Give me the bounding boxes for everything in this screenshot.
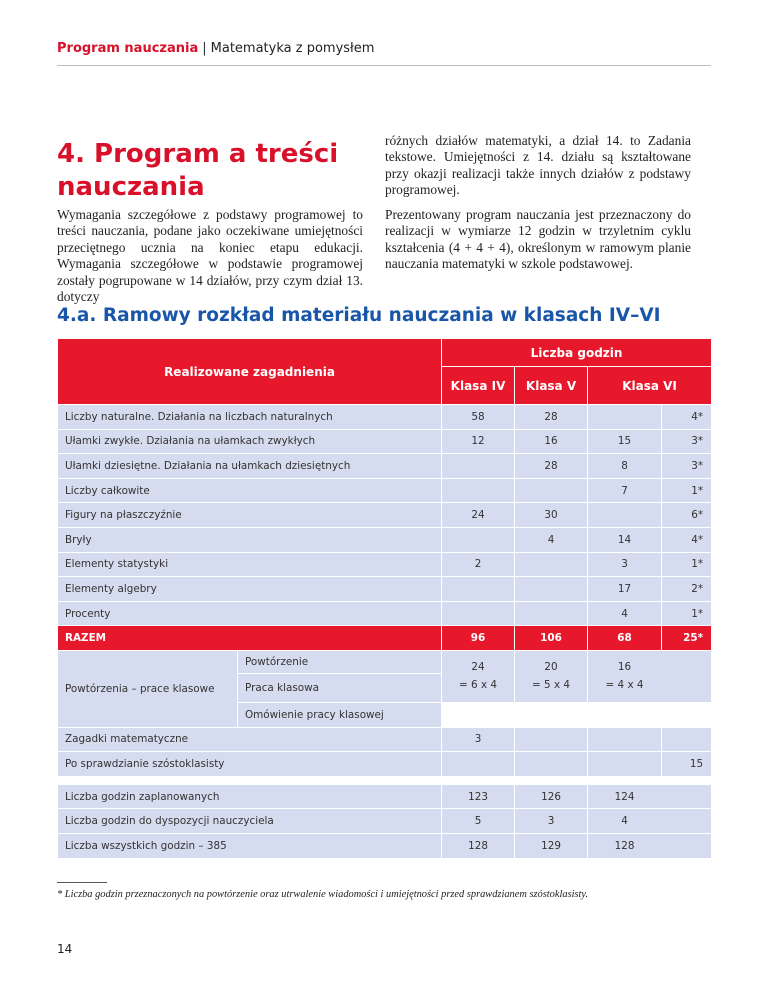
cell-v: 30 [515, 503, 588, 528]
review-v [515, 650, 588, 702]
table-row [58, 429, 712, 454]
row-label: Bryły [58, 527, 442, 552]
cell-v: 4 [515, 527, 588, 552]
table-spacer [58, 776, 712, 784]
cell-vi [588, 405, 662, 430]
cell-iv [442, 752, 515, 777]
table-row [58, 577, 712, 602]
header-separator: | [202, 41, 207, 56]
cell-vi: 15 [588, 429, 662, 454]
review-vi-formula: = 4 x 4 [605, 679, 644, 692]
cell-vi: 4 [588, 809, 712, 834]
review-sub-label: Praca klasowa [238, 673, 442, 702]
table-row [58, 454, 712, 479]
header-hours: Liczba godzin [442, 339, 712, 367]
row-label: Liczby całkowite [58, 478, 442, 503]
cell-vi: 7 [588, 478, 662, 503]
cell-iv [442, 577, 515, 602]
cell-iv: 2 [442, 552, 515, 577]
row-label: Zagadki matematyczne [58, 727, 442, 752]
header-topics: Realizowane zagadnienia [58, 339, 442, 405]
cell-v [515, 552, 588, 577]
cell-vi: 124 [588, 784, 712, 809]
running-header [57, 40, 711, 58]
review-v-formula: = 5 x 4 [532, 679, 571, 692]
cell-v: 28 [515, 454, 588, 479]
review-sub-label: Omówienie pracy klasowej [238, 702, 442, 727]
cell-vi-review: 2* [662, 577, 712, 602]
row-label: Figury na płaszczyźnie [58, 503, 442, 528]
cell-iv [442, 527, 515, 552]
row-label: Elementy algebry [58, 577, 442, 602]
row-label: Liczba wszystkich godzin – 385 [58, 833, 442, 858]
cell-vi-review: 1* [662, 601, 712, 626]
summary-row [58, 833, 712, 858]
cell-iv: 128 [442, 833, 515, 858]
paragraph-3: Prezentowany program nauczania jest przeznaczony do realizacji w wymiarze 12 godzin w trzyletnim cyklu kształcenia (4 + 4 + 4), określonym w ramowym planie nauczania matematyki w szkole podstawowej. [385, 207, 691, 272]
cell-vi: 3 [588, 552, 662, 577]
table-row [58, 527, 712, 552]
cell-v [515, 702, 588, 727]
cell-iv [442, 454, 515, 479]
cell-iv: 3 [442, 727, 515, 752]
review-v-value: 20 [544, 661, 558, 674]
row-label: Elementy statystyki [58, 552, 442, 577]
cell-vi-review: 4* [662, 405, 712, 430]
cell-vi [588, 752, 662, 777]
row-label: Ułamki zwykłe. Działania na ułamkach zwykłych [58, 429, 442, 454]
chapter-title: 4. Program a treści nauczania [57, 139, 339, 202]
cell-iv: 24 [442, 503, 515, 528]
table-row [58, 727, 712, 752]
footnote-divider [57, 882, 107, 883]
row-label: Liczba godzin zaplanowanych [58, 784, 442, 809]
row-label: RAZEM [58, 626, 442, 651]
cell-v: 126 [515, 784, 588, 809]
cell-v: 16 [515, 429, 588, 454]
cell-v [515, 727, 588, 752]
cell-vi [588, 503, 662, 528]
cell-vi-review: 1* [662, 552, 712, 577]
cell-vi: 4 [588, 601, 662, 626]
header-class-iv: Klasa IV [442, 367, 515, 405]
cell-vi-review: 3* [662, 429, 712, 454]
cell-iv [442, 702, 515, 727]
cell-iv [442, 478, 515, 503]
review-row [58, 650, 712, 673]
cell-v: 28 [515, 405, 588, 430]
review-vi-value: 16 [617, 661, 632, 674]
cell-v [515, 601, 588, 626]
review-iv [442, 650, 515, 702]
row-label: Ułamki dziesiętne. Działania na ułamkach dziesiętnych [58, 454, 442, 479]
cell-iv: 123 [442, 784, 515, 809]
cell-iv [442, 601, 515, 626]
cell-vi-review: 3* [662, 454, 712, 479]
section-subtitle: 4.a. Ramowy rozkład materiału nauczania w klasach IV–VI [57, 305, 661, 326]
cell-vi-review: 6* [662, 503, 712, 528]
total-row [58, 626, 712, 651]
header-section: Program nauczania [57, 41, 199, 56]
header-divider [57, 65, 711, 66]
table-row [58, 752, 712, 777]
header-class-vi: Klasa VI [588, 367, 712, 405]
cell-vi [588, 727, 662, 752]
cell-vi [588, 702, 662, 727]
table-row [58, 405, 712, 430]
row-label: Procenty [58, 601, 442, 626]
cell-v [515, 478, 588, 503]
cell-iv: 58 [442, 405, 515, 430]
cell-vi: 8 [588, 454, 662, 479]
cell-vi: 128 [588, 833, 712, 858]
cell-v: 106 [515, 626, 588, 651]
cell-vi: 68 [588, 626, 662, 651]
table-row [58, 478, 712, 503]
cell-vi-review: 25* [662, 626, 712, 651]
header-book-title: Matematyka z pomysłem [210, 41, 375, 56]
row-label: Liczby naturalne. Działania na liczbach naturalnych [58, 405, 442, 430]
curriculum-table [57, 338, 712, 859]
review-iv-value: 24 [471, 661, 485, 674]
review-label: Powtórzenia – prace klasowe [58, 650, 238, 727]
cell-v [515, 752, 588, 777]
cell-vi: 14 [588, 527, 662, 552]
cell-iv: 96 [442, 626, 515, 651]
cell-vi-review [662, 727, 712, 752]
row-label: Liczba godzin do dyspozycji nauczyciela [58, 809, 442, 834]
review-sub-label: Powtórzenie [238, 650, 442, 673]
cell-vi-review: 1* [662, 478, 712, 503]
review-vi [588, 650, 712, 702]
table-row [58, 503, 712, 528]
summary-row [58, 809, 712, 834]
cell-vi: 17 [588, 577, 662, 602]
paragraph-1: Wymagania szczegółowe z podstawy programowej to treści nauczania, podane jako oczekiwane umiejętności przeciętnego ucznia na koniec etapu edukacji. Wymagania szczegółowe w podstawie programowej zostały pogrupowane w 14 działów, przy czym dział 13. dotyczy [57, 207, 363, 305]
cell-iv: 12 [442, 429, 515, 454]
cell-v: 129 [515, 833, 588, 858]
cell-v [515, 577, 588, 602]
cell-vi-review: 15 [662, 752, 712, 777]
cell-vi-review [662, 702, 712, 727]
table-row [58, 601, 712, 626]
cell-v: 3 [515, 809, 588, 834]
table-row [58, 552, 712, 577]
review-iv-formula: = 6 x 4 [459, 679, 498, 692]
footnote: * Liczba godzin przeznaczonych na powtórzenie oraz utrwalenie wiadomości i umiejętności przed sprawdzianem szóstoklasisty. [57, 889, 589, 900]
page-number: 14 [57, 942, 73, 956]
summary-row [58, 784, 712, 809]
header-class-v: Klasa V [515, 367, 588, 405]
row-label: Po sprawdzianie szóstoklasisty [58, 752, 442, 777]
cell-vi-review: 4* [662, 527, 712, 552]
paragraph-2: różnych działów matematyki, a dział 14. to Zadania tekstowe. Umiejętności z 14. działu są kształtowane przy okazji realizacji także innych działów z podstawy programowej. [385, 133, 691, 198]
cell-iv: 5 [442, 809, 515, 834]
